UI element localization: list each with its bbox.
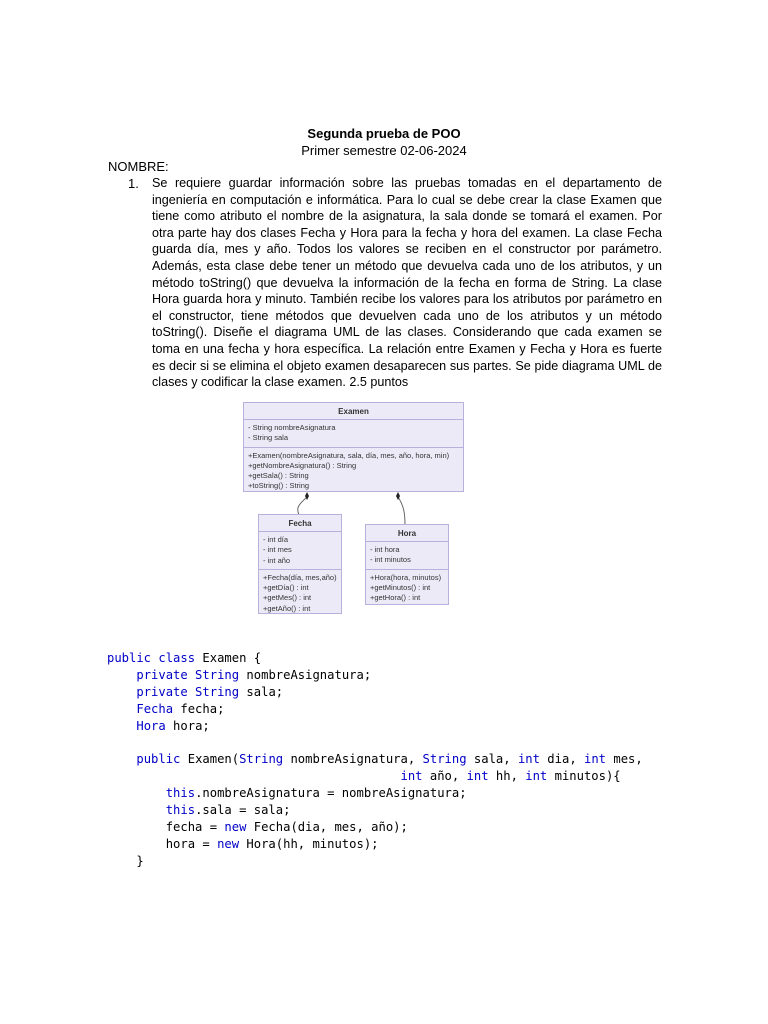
- code-text: Examen {: [195, 651, 262, 665]
- attribute: - int hora: [370, 545, 400, 554]
- code-keyword: this: [165, 803, 196, 818]
- code-text: minutos){: [547, 769, 621, 784]
- code-text: [107, 803, 166, 817]
- method: +getMes() : int: [263, 593, 312, 603]
- method: +getAño() : int: [263, 603, 311, 613]
- class-fecha-methods: [259, 569, 341, 617]
- code-keyword: int: [525, 769, 548, 784]
- composition-line-fecha: [298, 497, 307, 515]
- code-keyword: String: [239, 752, 284, 767]
- code-keyword: public class: [107, 651, 196, 665]
- code-text: [107, 668, 136, 682]
- code-block: [107, 650, 643, 870]
- code-line: [107, 684, 643, 701]
- code-text: [107, 702, 136, 716]
- code-text: mes,: [606, 752, 643, 767]
- code-text: hora;: [165, 718, 210, 733]
- class-hora-attributes: [366, 542, 448, 569]
- code-line: [107, 819, 643, 836]
- code-text: dia,: [539, 752, 584, 767]
- question-text: Se requiere guardar información sobre las pruebas tomadas en el departamento de ingeniería en computación e informática. Para lo cual se debe crear la clase Examen que tiene como atributo el nombre de la asignatura, la sala donde se tomará el examen. Por otra parte hay dos clases Fecha y Hora para la fecha y hora del examen. La clase Fecha guarda día, mes y año. Todos los valores se reciben en el constructor por parámetro. Además, esta clase debe tener un método que devuelva cada uno de los atributos, y un método toString() que devuelva la información de la fecha en forma de String. La clase Hora guarda hora y minuto. También recibe los valores para los atributos por parámetro en el constructor, tiene métodos que devuelven cada uno de los atributos y un método toString(). Diseñe el diagrama UML de las clases. Considerando que cada examen se toma en una fecha y hora específica. La relación entre Examen y Fecha y Hora es fuerte es decir si se elimina el objeto examen desaparecen sus partes. Se pide diagrama UML de clases y codificar la clase examen. 2.5 puntos: [152, 176, 662, 390]
- code-keyword: new: [224, 820, 247, 835]
- exam-subtitle: Primer semestre 02-06-2024: [301, 143, 467, 158]
- class-hora-methods: [366, 569, 448, 607]
- code-text: [107, 685, 136, 699]
- attribute: - int mes: [263, 545, 292, 555]
- code-text: Hora(hh, minutos);: [239, 836, 379, 851]
- method: +getMinutos() : int: [370, 582, 431, 592]
- code-line: [107, 802, 643, 819]
- class-examen-name: Examen: [244, 403, 463, 420]
- class-hora-name: Hora: [366, 525, 448, 542]
- code-text: sala;: [239, 684, 284, 699]
- method: +Hora(hora, minutos): [370, 572, 442, 582]
- question-number: 1.: [128, 176, 139, 191]
- code-keyword: int: [517, 752, 540, 767]
- method: +toString() : String: [248, 481, 310, 491]
- code-text: año,: [422, 769, 467, 784]
- class-fecha-name: Fecha: [259, 515, 341, 532]
- code-line: [107, 768, 643, 785]
- code-keyword: this: [165, 786, 196, 801]
- code-text: [107, 752, 136, 766]
- code-text: hora =: [107, 836, 218, 851]
- code-text: fecha;: [173, 701, 225, 716]
- code-keyword: private String: [136, 684, 240, 699]
- code-keyword: int: [466, 769, 489, 784]
- code-keyword: int: [400, 769, 423, 784]
- class-fecha: [258, 514, 342, 614]
- nombre-label: NOMBRE:: [108, 159, 169, 174]
- code-line: [107, 701, 643, 718]
- class-examen-methods: [244, 447, 463, 495]
- code-keyword: int: [584, 752, 607, 767]
- code-text: .sala = sala;: [195, 803, 291, 818]
- method: +Fecha(día, mes,año): [263, 572, 337, 582]
- method: +getSala() : String: [248, 471, 309, 481]
- attribute: - String nombreAsignatura: [248, 423, 336, 432]
- code-text: Fecha(dia, mes, año);: [246, 820, 408, 835]
- method: +getNombreAsignatura() : String: [248, 460, 357, 470]
- code-text: sala,: [466, 752, 518, 767]
- code-keyword: public: [136, 752, 181, 767]
- code-line: [107, 751, 643, 768]
- code-line: [107, 836, 643, 853]
- attribute: - int minutos: [370, 555, 411, 565]
- code-text: [107, 719, 136, 733]
- class-fecha-attributes: [259, 532, 341, 569]
- code-text: fecha =: [107, 820, 225, 835]
- code-text: hh,: [488, 769, 526, 784]
- class-examen: [243, 402, 464, 492]
- code-keyword: Hora: [136, 718, 166, 733]
- code-text: .nombreAsignatura = nombreAsignatura;: [195, 786, 467, 801]
- code-keyword: new: [217, 836, 240, 851]
- method: +Examen(nombreAsignatura, sala, día, mes, año, hora, min): [248, 450, 450, 460]
- code-line: [107, 785, 643, 802]
- code-text: nombreAsignatura,: [283, 752, 423, 767]
- code-text: [107, 786, 166, 800]
- code-line: [107, 735, 643, 752]
- class-hora: [365, 524, 449, 605]
- class-examen-attributes: [244, 420, 463, 447]
- code-text: nombreAsignatura;: [239, 667, 372, 682]
- exam-title: Segunda prueba de POO: [307, 126, 461, 141]
- code-line: [107, 718, 643, 735]
- attribute: - int año: [263, 555, 291, 565]
- code-line: [107, 650, 643, 667]
- code-line: [107, 667, 643, 684]
- code-keyword: Fecha: [136, 701, 174, 716]
- composition-line-hora: [398, 497, 405, 525]
- attribute: - int día: [263, 535, 289, 544]
- attribute: - String sala: [248, 433, 289, 443]
- code-line: [107, 853, 643, 870]
- code-keyword: private String: [136, 667, 240, 682]
- method: +getDía() : int: [263, 583, 309, 593]
- code-text: }: [107, 853, 144, 868]
- code-text: Examen(: [180, 752, 240, 767]
- code-keyword: String: [422, 752, 467, 767]
- code-text: [107, 769, 401, 783]
- method: +getHora() : int: [370, 593, 421, 603]
